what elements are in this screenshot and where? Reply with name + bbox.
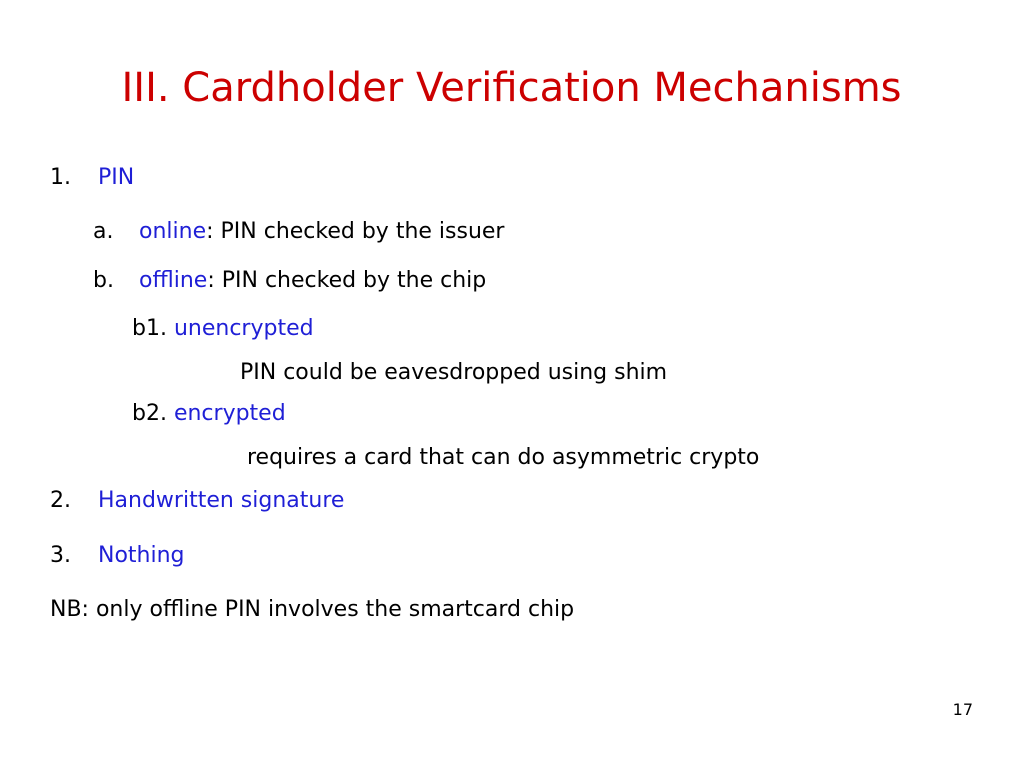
sub-sub-item-encrypted: [132, 399, 286, 429]
list-marker: b2.: [132, 401, 174, 426]
slide-title: III. Cardholder Verification Mechanisms: [121, 65, 902, 111]
sub-item-text: : PIN checked by the issuer: [206, 219, 505, 244]
sub-sub-item-unencrypted: [132, 314, 314, 344]
note-text: NB: only offline PIN involves the smartcard chip: [50, 597, 575, 622]
list-item-label: PIN: [98, 165, 135, 190]
term-offline: offline: [139, 268, 208, 293]
term-unencrypted: unencrypted: [173, 316, 314, 341]
list-item-nothing: [50, 541, 185, 571]
list-item-pin: [50, 163, 134, 193]
term-online: online: [139, 219, 207, 244]
list-marker: b1.: [132, 316, 174, 341]
list-item-signature: [50, 486, 344, 516]
list-item-label: Handwritten signature: [98, 488, 345, 513]
list-marker: 2.: [50, 488, 71, 513]
encrypted-detail: requires a card that can do asymmetric crypto: [247, 445, 760, 470]
page-number: 17: [952, 700, 973, 719]
sub-item-offline: [93, 266, 486, 296]
list-marker: 3.: [50, 543, 71, 568]
sub-item-online: [93, 217, 504, 247]
sub-item-text: : PIN checked by the chip: [207, 268, 487, 293]
list-marker: 1.: [50, 165, 71, 190]
list-marker: b.: [93, 268, 114, 293]
term-encrypted: encrypted: [173, 401, 286, 426]
list-item-label: Nothing: [98, 543, 185, 568]
list-marker: a.: [93, 219, 114, 244]
unencrypted-detail: PIN could be eavesdropped using shim: [240, 360, 668, 385]
